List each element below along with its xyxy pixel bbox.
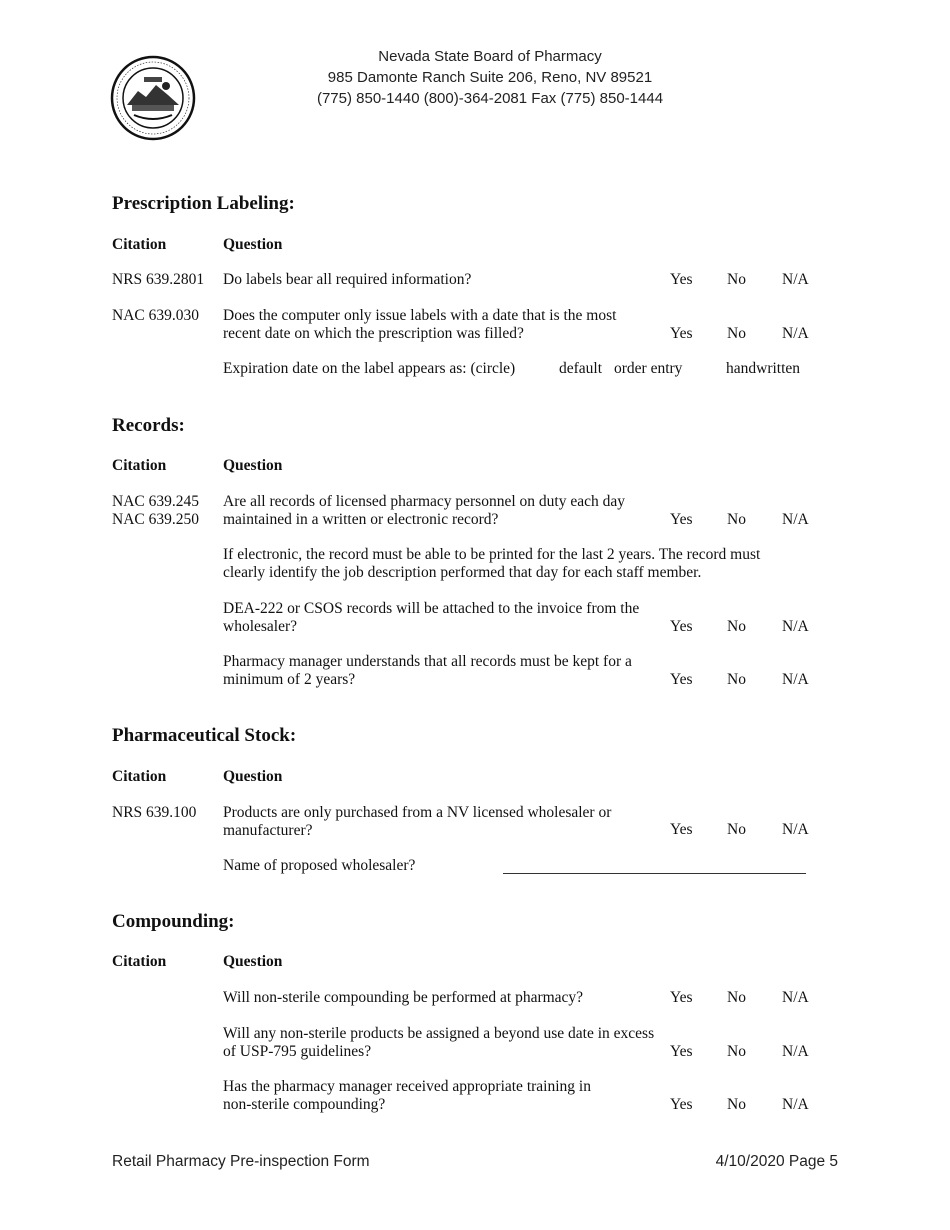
answer-yes[interactable]: Yes [670,511,693,528]
question-text-line1: Are all records of licensed pharmacy personnel on duty each day [223,493,625,510]
answer-yes[interactable]: Yes [670,989,693,1006]
citation-header: Citation [112,768,167,785]
answer-na[interactable]: N/A [782,989,809,1006]
citation-header: Citation [112,457,167,474]
question-text: Do labels bear all required information? [223,271,472,288]
question-text-line2: wholesaler? [223,618,298,635]
citation: NRS 639.100 [112,804,197,821]
answer-no[interactable]: No [727,271,746,288]
note-line2: clearly identify the job description performed that day for each staff member. [223,564,702,581]
answer-yes[interactable]: Yes [670,618,693,635]
answer-na[interactable]: N/A [782,511,809,528]
question-text-line1: Does the computer only issue labels with a date that is the most [223,307,617,324]
answer-na[interactable]: N/A [782,821,809,838]
answer-no[interactable]: No [727,511,746,528]
answer-yes[interactable]: Yes [670,821,693,838]
section-title-labeling: Prescription Labeling: [112,193,295,214]
wholesaler-label: Name of proposed wholesaler? [223,857,416,874]
question-text-line2: maintained in a written or electronic record? [223,511,499,528]
question-text-line2: manufacturer? [223,822,313,839]
footer-date-page: 4/10/2020 Page 5 [715,1153,838,1170]
question-text-line1: DEA-222 or CSOS records will be attached to the invoice from the [223,600,640,617]
expiration-question: Expiration date on the label appears as: (circle) [223,360,516,377]
question-header: Question [223,768,283,785]
question-text-line2: recent date on which the prescription was filled? [223,325,524,342]
question-header: Question [223,953,283,970]
note-line1: If electronic, the record must be able to be printed for the last 2 years. The record must [223,546,761,563]
answer-no[interactable]: No [727,618,746,635]
section-title-records: Records: [112,415,185,436]
org-phones: (775) 850-1440 (800)-364-2081 Fax (775) 850-1444 [316,90,664,107]
section-title-compounding: Compounding: [112,911,235,932]
citation-header: Citation [112,953,167,970]
citation: NAC 639.245 [112,493,199,510]
answer-na[interactable]: N/A [782,618,809,635]
citation-header: Citation [112,236,167,253]
answer-yes[interactable]: Yes [670,271,693,288]
org-address: 985 Damonte Ranch Suite 206, Reno, NV 89521 [327,69,653,86]
answer-na[interactable]: N/A [782,1096,809,1113]
option-default[interactable]: default [559,360,603,377]
answer-yes[interactable]: Yes [670,671,693,688]
answer-na[interactable]: N/A [782,1043,809,1060]
answer-no[interactable]: No [727,325,746,342]
question-header: Question [223,457,283,474]
answer-yes[interactable]: Yes [670,325,693,342]
answer-no[interactable]: No [727,989,746,1006]
state-seal-logo [110,55,196,141]
answer-na[interactable]: N/A [782,271,809,288]
question-text-line1: Has the pharmacy manager received appropriate training in [223,1078,591,1095]
answer-na[interactable]: N/A [782,671,809,688]
answer-no[interactable]: No [727,1043,746,1060]
citation: NAC 639.250 [112,511,199,528]
citation: NAC 639.030 [112,307,199,324]
answer-na[interactable]: N/A [782,325,809,342]
question-text-line1: Products are only purchased from a NV licensed wholesaler or [223,804,612,821]
answer-no[interactable]: No [727,821,746,838]
answer-no[interactable]: No [727,1096,746,1113]
org-name: Nevada State Board of Pharmacy [378,48,602,65]
question-text-line2: of USP-795 guidelines? [223,1043,372,1060]
answer-no[interactable]: No [727,671,746,688]
question-header: Question [223,236,283,253]
answer-yes[interactable]: Yes [670,1043,693,1060]
question-text-line2: non-sterile compounding? [223,1096,386,1113]
option-handwritten[interactable]: handwritten [726,360,801,377]
footer-form-name: Retail Pharmacy Pre-inspection Form [112,1153,370,1170]
section-title-stock: Pharmaceutical Stock: [112,725,297,746]
wholesaler-input-line[interactable] [503,873,806,874]
question-text-line1: Will any non-sterile products be assigned a beyond use date in excess [223,1025,655,1042]
option-order-entry[interactable]: order entry [614,360,683,377]
question-text: Will non-sterile compounding be performed at pharmacy? [223,989,584,1006]
question-text-line2: minimum of 2 years? [223,671,356,688]
answer-yes[interactable]: Yes [670,1096,693,1113]
citation: NRS 639.2801 [112,271,205,288]
question-text-line1: Pharmacy manager understands that all records must be kept for a [223,653,632,670]
